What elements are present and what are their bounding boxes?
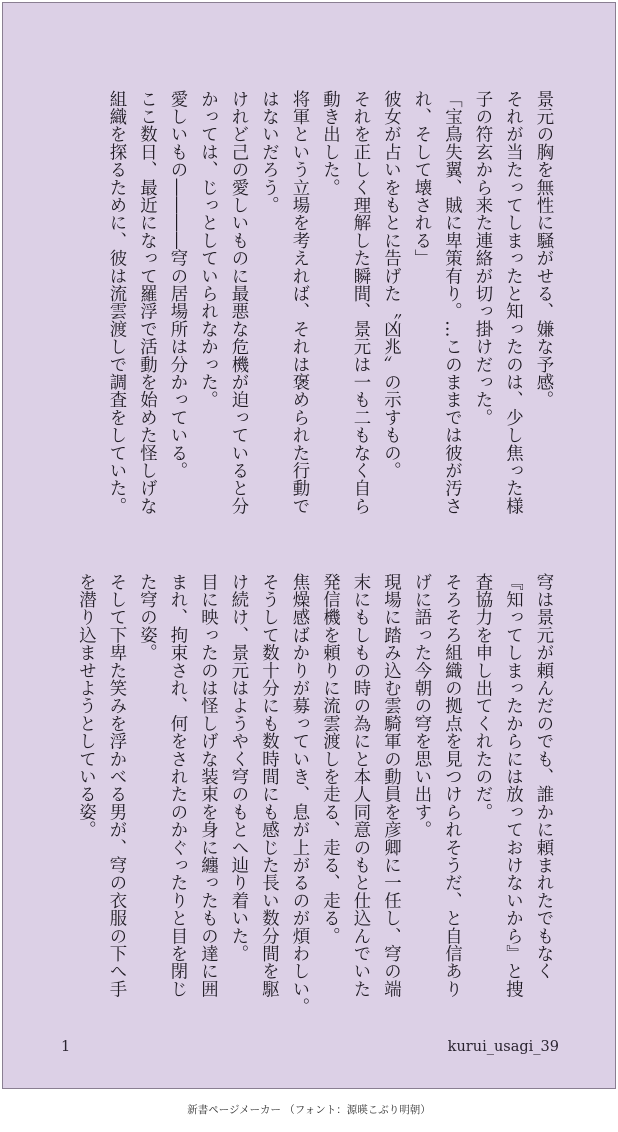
- text-line: 「宝鳥失翼、賊に卑策有り。…このままでは彼が汚さ: [441, 90, 462, 515]
- text-line: 子の符玄から来た連絡が切っ掛けだった。: [472, 90, 492, 427]
- text-line: 彼女が占いをもとに告げた〝凶兆〟の示すもの。: [380, 90, 401, 480]
- text-line: ここ数日、最近になって羅浮で活動を始めた怪しげな: [136, 90, 157, 515]
- text-line: 穹は景元が頼んだのでも、誰かに頼まれたでもなく: [533, 573, 553, 981]
- text-line: けれど己の愛しいものに最悪な危機が迫っていると分: [228, 90, 248, 515]
- text-line: かっては、じっとしていられなかった。: [197, 90, 218, 409]
- page-number: 1: [61, 1039, 71, 1055]
- text-line: 動き出した。: [319, 90, 340, 197]
- upper-text-block: [53, 90, 558, 522]
- text-line: 現場に踏み込む雲騎軍の動員を彦卿に一任し、穹の端: [380, 573, 401, 998]
- text-line: 組織を探るために、彼は流雲渡しで調査をしていた。: [106, 90, 126, 515]
- author-handle: kurui_usagi_39: [447, 1039, 559, 1055]
- text-line: それが当たってしまったと知ったのは、少し焦った様: [502, 90, 523, 515]
- text-line: そして下卑た笑みを浮かべる男が、穹の衣服の下へ手: [106, 573, 126, 998]
- text-line: そうして数十分にも数時間にも感じた長い数分間を駆: [258, 573, 279, 998]
- text-line: 将軍という立場を考えれば、それは褒められた行動で: [289, 90, 309, 515]
- text-line: 発信機を頼りに流雲渡しを走る、走る、走る。: [319, 573, 340, 945]
- text-line: を潜り込ませようとしている姿。: [75, 573, 96, 839]
- text-line: 末にもしもの時の為にと本人同意のもと仕込んでいた: [350, 573, 370, 998]
- text-line: け続け、景元はようやく穹のもとへ辿り着いた。: [228, 573, 248, 963]
- text-line: はないだろう。: [258, 90, 279, 214]
- text-line: 目に映ったのは怪しげな装束を身に纏ったもの達に囲: [197, 573, 218, 998]
- generator-caption: 新書ページメーカー （フォント：源暎こぶり明朝）: [187, 1104, 431, 1116]
- text-line: 景元の胸を無性に騒がせる、嫌な予感。: [533, 90, 553, 409]
- book-page: [2, 2, 616, 1089]
- text-line: そろそろ組織の拠点を見つけられそうだ、と自信あり: [441, 573, 462, 998]
- text-line: それを正しく理解した瞬間、景元は一も二もなく自ら: [350, 90, 370, 515]
- text-line: 焦燥感ばかりが募っていき、息が上がるのが煩わしい。: [289, 573, 309, 1016]
- lower-text-block: [75, 573, 558, 1016]
- text-line: げに語った今朝の穹を思い出す。: [411, 573, 431, 839]
- text-line: 愛しいもの――――穹の居場所は分かっている。: [167, 90, 187, 480]
- text-line: 査協力を申し出てくれたのだ。: [472, 573, 492, 821]
- text-line: れ、そして壊される」: [411, 90, 431, 267]
- text-line: まれ、拘束され、何をされたのかぐったりと目を閉じ: [167, 573, 187, 998]
- text-line: た穹の姿。: [136, 573, 157, 662]
- text-line: 『知ってしまったからには放っておけないから』と捜: [502, 573, 523, 998]
